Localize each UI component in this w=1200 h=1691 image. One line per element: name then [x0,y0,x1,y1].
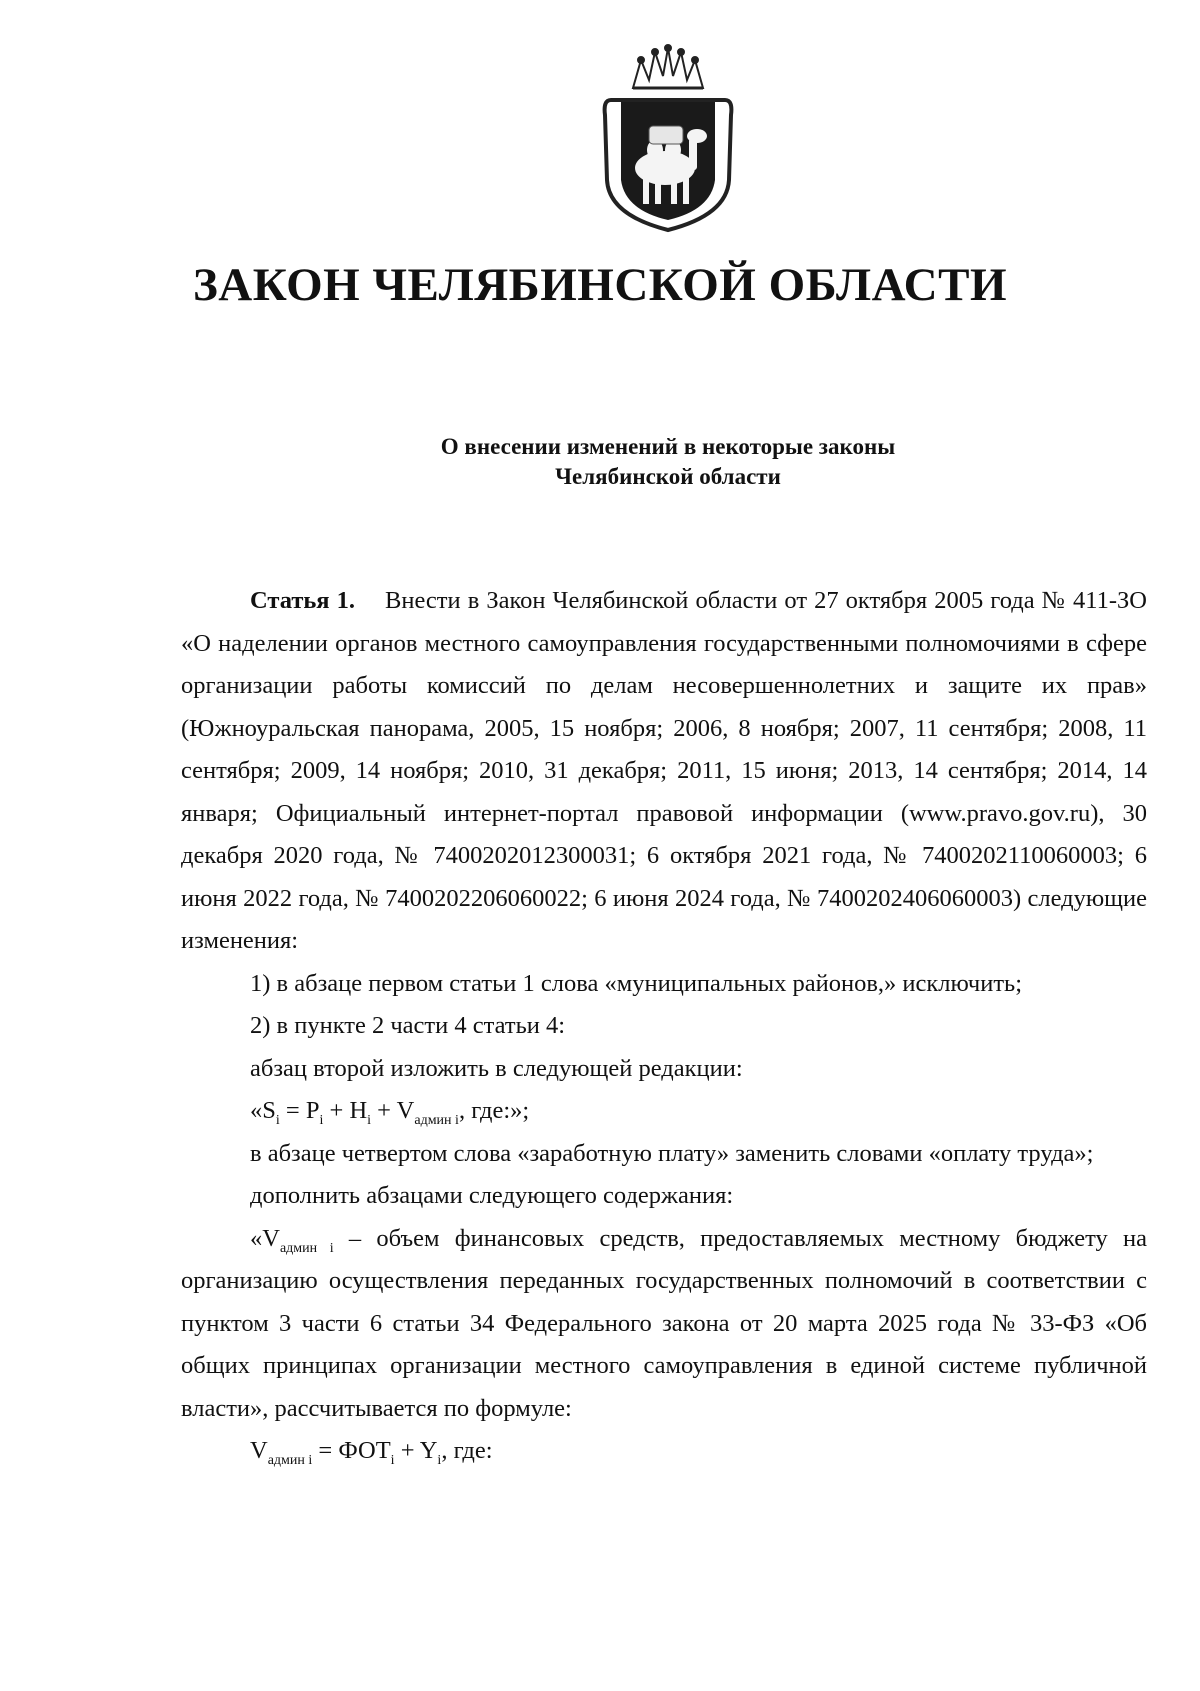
chelyabinsk-coat-of-arms-icon [593,40,743,235]
article-label: Статья 1. [250,587,355,614]
law-body [181,580,1147,1473]
v-admin-definition: «$V_{админ i}$ – объем финансовых средств, предоставляемых местному бюджету на организацию осуществления переданных государственных полномочий в соответствии с пунктом 3 части 6 статьи 34 Федерального закона от 20 марта 2025 года № 33-ФЗ «Об общих принципах организации местного самоуправления в единой системе публичной власти», рассчитывается по формуле: [181,1224,1147,1422]
law-subtitle [0,432,1200,492]
subtitle-line-2: Челябинской области [555,464,781,489]
coat-of-arms-emblem [593,40,743,235]
subtitle-line-1: О внесении изменений в некоторые законы [440,434,896,459]
article-1-intro-text: Внести в Закон Челябинской области от 27 октября 2005 года № 411-ЗО «О наделении органов местного самоуправления государственными полномочиями в сфере организации работы комиссий по делам несовершеннолетних и защите их прав» (Южноуральская панорама, 2005, 15 ноября; 2006, 8 ноября; 2007, 11 сентября; 2008, 11 сентября; 2009, 14 ноября; 2010, 31 декабря; 2011, 15 июня; 2013, 14 сентября; 2014, 14 января; Официальный интернет-портал правовой информации (www.pravo.gov.ru), 30 декабря 2020 года, № 7400202012300031; 6 октября 2021 года, № 7400202110060003; 6 июня 2022 года, № 7400202206060022; 6 июня 2024 года, № 7400202406060003) следующие изменения: [181,587,1147,954]
amendment-item-2: 2) в пункте 2 части 4 статьи 4: [250,1012,566,1039]
paragraph-second-instruction: абзац второй изложить в следующей редакции: [250,1054,743,1082]
amendment-item-1: 1) в абзаце первом статьи 1 слова «муниципальных районов,» исключить; [250,969,1023,997]
article-1-intro [181,580,1147,963]
formula-v-admin: $V_{админ i} = ФОТ_i + Y_i$, где: [250,1437,493,1468]
supplement-instruction: дополнить абзацами следующего содержания: [250,1182,734,1209]
formula-s-i: «$S_i = P_i + H_i + V_{админ i}$, где:»; [250,1097,530,1128]
law-title: ЗАКОН ЧЕЛЯБИНСКОЙ ОБЛАСТИ [192,259,1008,311]
paragraph-fourth-instruction: в абзаце четвертом слова «заработную плату» заменить словами «оплату труда»; [250,1139,1094,1167]
